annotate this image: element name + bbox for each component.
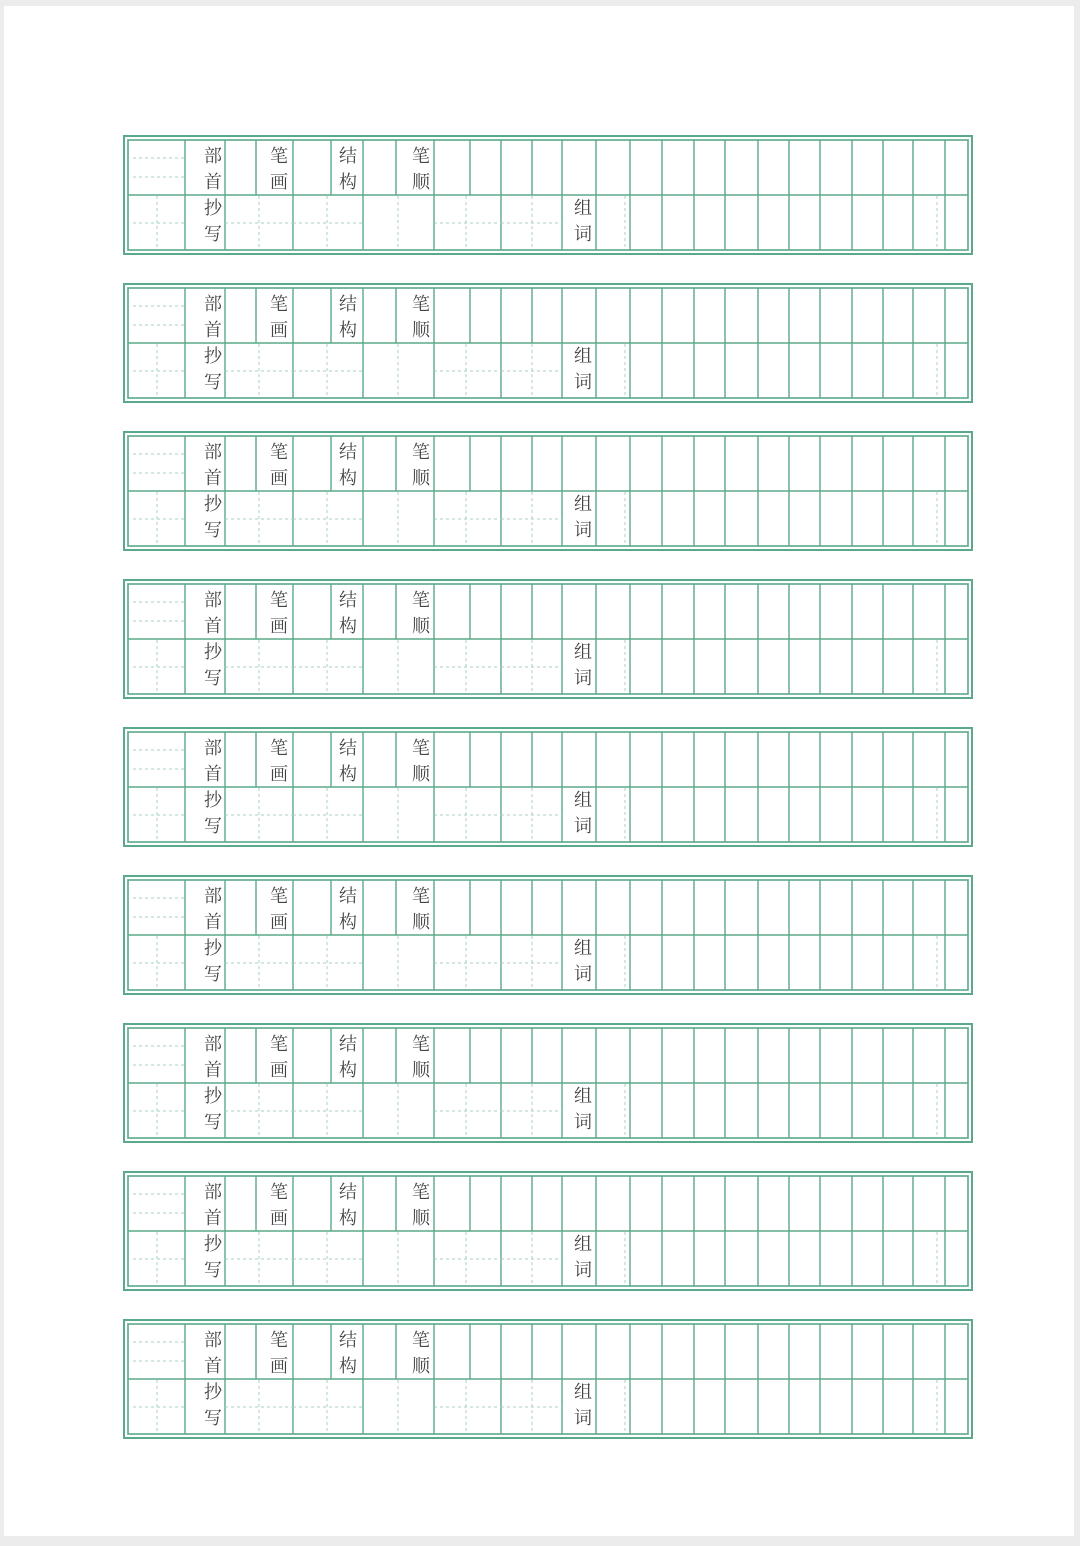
label-copy (201, 938, 225, 986)
label-char: 词 (574, 1112, 592, 1133)
practice-grid (123, 1319, 973, 1439)
label-char: 部 (204, 590, 222, 611)
practice-grid (123, 283, 973, 403)
char-practice-block (123, 283, 973, 403)
label-char: 写 (204, 668, 222, 689)
label-char: 部 (204, 1330, 222, 1351)
label-char: 抄 (204, 790, 222, 811)
label-char: 构 (339, 320, 357, 341)
label-copy (201, 1234, 225, 1282)
label-words (571, 642, 595, 690)
label-char: 结 (339, 442, 357, 463)
label-words (571, 1382, 595, 1430)
label-char: 顺 (412, 468, 430, 489)
label-char: 词 (574, 1408, 592, 1429)
label-char: 首 (204, 1208, 222, 1229)
label-char: 结 (339, 146, 357, 167)
label-structure (336, 294, 360, 342)
label-copy (201, 198, 225, 246)
label-structure (336, 1034, 360, 1082)
label-char: 顺 (412, 1208, 430, 1229)
label-char: 画 (270, 1208, 288, 1229)
label-char: 笔 (270, 1034, 288, 1055)
label-strokes (267, 590, 291, 638)
label-char: 抄 (204, 1382, 222, 1403)
label-char: 写 (204, 1112, 222, 1133)
label-words (571, 494, 595, 542)
label-char: 结 (339, 738, 357, 759)
label-char: 词 (574, 816, 592, 837)
label-radical (201, 146, 225, 194)
label-char: 画 (270, 1356, 288, 1377)
label-char: 结 (339, 886, 357, 907)
label-char: 词 (574, 224, 592, 245)
label-structure (336, 146, 360, 194)
label-char: 组 (574, 198, 592, 219)
char-practice-block (123, 579, 973, 699)
label-copy (201, 1086, 225, 1134)
char-practice-block (123, 135, 973, 255)
label-char: 构 (339, 1356, 357, 1377)
label-char: 笔 (270, 1330, 288, 1351)
label-strokes (267, 146, 291, 194)
label-stroke-order (409, 442, 433, 490)
label-char: 写 (204, 964, 222, 985)
label-structure (336, 442, 360, 490)
label-char: 画 (270, 468, 288, 489)
label-char: 词 (574, 668, 592, 689)
label-strokes (267, 738, 291, 786)
label-char: 组 (574, 642, 592, 663)
label-words (571, 938, 595, 986)
label-char: 组 (574, 1086, 592, 1107)
label-char: 组 (574, 790, 592, 811)
label-char: 首 (204, 1060, 222, 1081)
label-stroke-order (409, 1034, 433, 1082)
label-char: 构 (339, 468, 357, 489)
label-char: 组 (574, 346, 592, 367)
label-char: 笔 (412, 1182, 430, 1203)
label-words (571, 790, 595, 838)
label-stroke-order (409, 146, 433, 194)
practice-grid (123, 875, 973, 995)
label-char: 抄 (204, 642, 222, 663)
label-char: 抄 (204, 1086, 222, 1107)
label-char: 顺 (412, 764, 430, 785)
label-stroke-order (409, 590, 433, 638)
worksheet-page (4, 6, 1074, 1536)
label-char: 写 (204, 816, 222, 837)
label-structure (336, 886, 360, 934)
label-char: 词 (574, 372, 592, 393)
label-stroke-order (409, 294, 433, 342)
label-char: 写 (204, 372, 222, 393)
label-structure (336, 590, 360, 638)
label-char: 画 (270, 1060, 288, 1081)
label-words (571, 346, 595, 394)
label-char: 结 (339, 1182, 357, 1203)
label-words (571, 198, 595, 246)
label-char: 首 (204, 320, 222, 341)
label-char: 部 (204, 146, 222, 167)
label-strokes (267, 1034, 291, 1082)
practice-grid (123, 431, 973, 551)
label-char: 画 (270, 172, 288, 193)
label-char: 画 (270, 912, 288, 933)
label-char: 部 (204, 1182, 222, 1203)
label-copy (201, 346, 225, 394)
label-char: 笔 (412, 1330, 430, 1351)
label-char: 部 (204, 738, 222, 759)
practice-grid (123, 135, 973, 255)
label-char: 笔 (270, 886, 288, 907)
practice-grid (123, 579, 973, 699)
char-practice-block (123, 1319, 973, 1439)
label-char: 首 (204, 468, 222, 489)
label-copy (201, 642, 225, 690)
label-char: 笔 (412, 442, 430, 463)
label-char: 抄 (204, 938, 222, 959)
label-radical (201, 442, 225, 490)
label-char: 部 (204, 1034, 222, 1055)
label-char: 笔 (412, 1034, 430, 1055)
practice-grid (123, 727, 973, 847)
label-char: 笔 (412, 146, 430, 167)
label-char: 笔 (412, 738, 430, 759)
label-strokes (267, 442, 291, 490)
label-structure (336, 1330, 360, 1378)
label-char: 结 (339, 590, 357, 611)
label-char: 顺 (412, 912, 430, 933)
label-strokes (267, 1182, 291, 1230)
label-char: 结 (339, 294, 357, 315)
label-radical (201, 294, 225, 342)
label-char: 抄 (204, 1234, 222, 1255)
label-strokes (267, 294, 291, 342)
label-char: 部 (204, 886, 222, 907)
label-char: 首 (204, 1356, 222, 1377)
label-char: 组 (574, 494, 592, 515)
label-structure (336, 1182, 360, 1230)
label-char: 构 (339, 616, 357, 637)
label-char: 写 (204, 1408, 222, 1429)
label-char: 笔 (270, 738, 288, 759)
label-char: 写 (204, 1260, 222, 1281)
char-practice-block (123, 875, 973, 995)
label-char: 写 (204, 520, 222, 541)
char-practice-block (123, 1171, 973, 1291)
label-copy (201, 790, 225, 838)
char-practice-block (123, 431, 973, 551)
label-char: 顺 (412, 172, 430, 193)
label-char: 抄 (204, 494, 222, 515)
label-char: 笔 (270, 294, 288, 315)
label-char: 顺 (412, 616, 430, 637)
label-char: 词 (574, 964, 592, 985)
label-char: 抄 (204, 198, 222, 219)
label-char: 部 (204, 442, 222, 463)
label-char: 顺 (412, 320, 430, 341)
label-char: 笔 (270, 442, 288, 463)
char-practice-block (123, 1023, 973, 1143)
label-char: 笔 (412, 590, 430, 611)
label-radical (201, 738, 225, 786)
label-char: 笔 (412, 294, 430, 315)
label-stroke-order (409, 1182, 433, 1230)
label-char: 笔 (270, 1182, 288, 1203)
label-char: 首 (204, 172, 222, 193)
practice-grid (123, 1171, 973, 1291)
label-char: 构 (339, 1060, 357, 1081)
label-char: 画 (270, 764, 288, 785)
label-char: 笔 (270, 146, 288, 167)
label-char: 组 (574, 1234, 592, 1255)
label-radical (201, 886, 225, 934)
label-char: 词 (574, 1260, 592, 1281)
label-char: 构 (339, 764, 357, 785)
label-char: 构 (339, 1208, 357, 1229)
label-radical (201, 590, 225, 638)
label-char: 抄 (204, 346, 222, 367)
label-stroke-order (409, 886, 433, 934)
label-strokes (267, 886, 291, 934)
label-char: 结 (339, 1034, 357, 1055)
label-char: 画 (270, 616, 288, 637)
label-char: 首 (204, 912, 222, 933)
label-char: 词 (574, 520, 592, 541)
label-radical (201, 1182, 225, 1230)
label-radical (201, 1034, 225, 1082)
label-char: 首 (204, 764, 222, 785)
label-char: 顺 (412, 1060, 430, 1081)
label-char: 组 (574, 1382, 592, 1403)
label-char: 构 (339, 172, 357, 193)
label-words (571, 1086, 595, 1134)
label-stroke-order (409, 1330, 433, 1378)
label-char: 首 (204, 616, 222, 637)
char-practice-block (123, 727, 973, 847)
label-char: 部 (204, 294, 222, 315)
label-stroke-order (409, 738, 433, 786)
label-copy (201, 1382, 225, 1430)
label-char: 笔 (412, 886, 430, 907)
label-char: 顺 (412, 1356, 430, 1377)
label-words (571, 1234, 595, 1282)
label-copy (201, 494, 225, 542)
label-radical (201, 1330, 225, 1378)
label-char: 画 (270, 320, 288, 341)
label-char: 笔 (270, 590, 288, 611)
practice-grid (123, 1023, 973, 1143)
label-char: 写 (204, 224, 222, 245)
label-structure (336, 738, 360, 786)
label-char: 结 (339, 1330, 357, 1351)
label-strokes (267, 1330, 291, 1378)
label-char: 组 (574, 938, 592, 959)
label-char: 构 (339, 912, 357, 933)
